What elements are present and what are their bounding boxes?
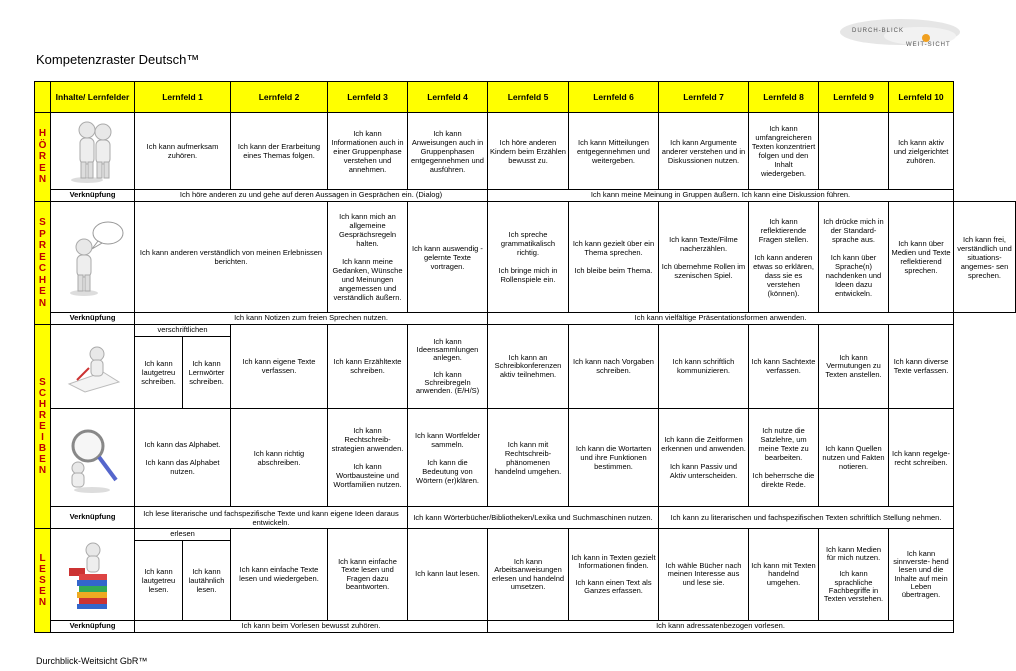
schreiben-sub-row bbox=[35, 325, 1016, 337]
lesen-lf1a: Ich kann lautgetreu lesen. bbox=[135, 541, 183, 621]
competence-grid bbox=[34, 81, 1016, 633]
lesen-sub-row bbox=[35, 529, 1016, 541]
lesen-lf7: Ich wähle Bücher nach meinen Interesse aus und lese sie. bbox=[659, 529, 749, 621]
reading-figure-icon bbox=[65, 540, 121, 610]
hoeren-lf4: Ich kann Anweisungen auch in Gruppenphasen entgegennehmen und ausführen. bbox=[408, 113, 488, 190]
hoeren-lf9 bbox=[819, 113, 889, 190]
footer-company: Durchblick-Weitsicht GbR™ bbox=[36, 656, 148, 666]
header-lernfeld-6: Lernfeld 6 bbox=[569, 82, 659, 113]
subject-lesen: L E S E N bbox=[35, 529, 51, 633]
sprechen-link-b: Ich kann vielfältige Präsentationsformen anwenden. bbox=[488, 313, 954, 325]
schreiben1-lf3: Ich kann Erzähltexte schreiben. bbox=[328, 325, 408, 409]
header-row bbox=[35, 82, 1016, 113]
schreiben-illustration-1 bbox=[51, 325, 135, 409]
hoeren-lf2: Ich kann der Erarbeitung eines Themas folgen. bbox=[231, 113, 328, 190]
hoeren-lf6: Ich kann Mitteilungen entgegennehmen und weitergeben. bbox=[569, 113, 659, 190]
hoeren-link-a: Ich höre anderen zu und gehe auf deren Aussagen in Gesprächen ein. (Dialog) bbox=[135, 190, 488, 202]
durchblick-logo: DURCH-BLICK WEIT-SICHT bbox=[828, 8, 960, 54]
lesen-lf5: Ich kann Arbeitsanweisungen erlesen und handelnd umsetzen. bbox=[488, 529, 569, 621]
sprechen-lf7: Ich kann reflektierende Fragen stellen. Ich kann anderen etwas so erklären, dass sie es verstehen (können). bbox=[749, 202, 819, 313]
schreiben1-lf1b: Ich kann Lernwörter schreiben. bbox=[183, 337, 231, 409]
schreiben1-lf2: Ich kann eigene Texte verfassen. bbox=[231, 325, 328, 409]
sprechen-lf1: Ich kann anderen verständlich von meinen Erlebnissen berichten. bbox=[135, 202, 328, 313]
sprechen-link-row bbox=[35, 313, 1016, 325]
header-lernfeld-1: Lernfeld 1 bbox=[135, 82, 231, 113]
schreiben2-lf2: Ich kann richtig abschreiben. bbox=[231, 409, 328, 507]
schreiben2-lf5: Ich kann mit Rechtschreib- phänomenen handelnd umgehen. bbox=[488, 409, 569, 507]
listening-figures-icon bbox=[65, 118, 121, 184]
header-lernfeld-3: Lernfeld 3 bbox=[328, 82, 408, 113]
sprechen-lf6: Ich kann Texte/Filme nacherzählen. Ich übernehme Rollen im szenischen Spiel. bbox=[659, 202, 749, 313]
sprechen-illustration bbox=[51, 202, 135, 313]
header-lernfeld-7: Lernfeld 7 bbox=[659, 82, 749, 113]
schreiben1-lf6: Ich kann nach Vorgaben schreiben. bbox=[569, 325, 659, 409]
hoeren-lf1: Ich kann aufmerksam zuhören. bbox=[135, 113, 231, 190]
hoeren-link-row bbox=[35, 190, 1016, 202]
sprechen-lf2: Ich kann mich an allgemeine Gesprächsregeln halten. Ich kann meine Gedanken, Wünsche und Meinungen angemessen und verständlich äußern. bbox=[328, 202, 408, 313]
header-lernfeld-5: Lernfeld 5 bbox=[488, 82, 569, 113]
sprechen-lf3: Ich kann auswendig - gelernte Texte vortragen. bbox=[408, 202, 488, 313]
lesen-lf10: Ich kann sinnverste- hend lesen und die Inhalte auf mein Leben übertragen. bbox=[889, 529, 954, 621]
subject-hoeren: H Ö R E N bbox=[35, 113, 51, 202]
subject-schreiben: S C H R E I B E N bbox=[35, 325, 51, 529]
hoeren-lf7: Ich kann Argumente anderer verstehen und in Diskussionen nutzen. bbox=[659, 113, 749, 190]
header-contents: Inhalte/ Lernfelder bbox=[51, 82, 135, 113]
hoeren-lf3: Ich kann Informationen auch in einer Gruppenphase verstehen und annehmen. bbox=[328, 113, 408, 190]
lesen-lf3: Ich kann einfache Texte lesen und Fragen dazu beantworten. bbox=[328, 529, 408, 621]
subject-sprechen: S P R E C H E N bbox=[35, 202, 51, 325]
speaking-figure-icon bbox=[62, 217, 124, 297]
header-lernfeld-2: Lernfeld 2 bbox=[231, 82, 328, 113]
hoeren-lf8: Ich kann umfangreicheren Texten konzentriert folgen und den Inhalt wiedergeben. bbox=[749, 113, 819, 190]
schreiben-row-2 bbox=[35, 409, 1016, 507]
schreiben2-lf6: Ich kann die Wortarten und ihre Funktionen bestimmen. bbox=[569, 409, 659, 507]
lesen-link-b: Ich kann adressatenbezogen vorlesen. bbox=[488, 621, 954, 633]
schreiben2-lf4: Ich kann Wortfelder sammeln. Ich kann die Bedeutung von Wörtern (er)klären. bbox=[408, 409, 488, 507]
schreiben1-lf4: Ich kann Ideensammlungen anlegen. Ich kann Schreibregeln anwenden. (E/H/S) bbox=[408, 325, 488, 409]
lesen-lf8: Ich kann mit Texten handelnd umgehen. bbox=[749, 529, 819, 621]
hoeren-row bbox=[35, 113, 1016, 190]
lesen-lf2: Ich kann einfache Texte lesen und wiedergeben. bbox=[231, 529, 328, 621]
schreiben1-lf7: Ich kann schriftlich kommunizieren. bbox=[659, 325, 749, 409]
schreiben-sub-label: verschriftlichen bbox=[135, 325, 231, 337]
lesen-illustration bbox=[51, 529, 135, 621]
lesen-link-a: Ich kann beim Vorlesen bewusst zuhören. bbox=[135, 621, 488, 633]
lesen-link-label: Verknüpfung bbox=[51, 621, 135, 633]
writing-figure-icon bbox=[63, 342, 123, 392]
schreiben1-lf1a: Ich kann lautgetreu schreiben. bbox=[135, 337, 183, 409]
schreiben-link-row bbox=[35, 507, 1016, 529]
schreiben2-lf10: Ich kann regelge- recht schreiben. bbox=[889, 409, 954, 507]
header-corner bbox=[35, 82, 51, 113]
lesen-link-row bbox=[35, 621, 1016, 633]
magnifier-figure-icon bbox=[62, 422, 124, 494]
sprechen-lf9: Ich kann über Medien und Texte reflektierend sprechen. bbox=[889, 202, 954, 313]
lesen-lf9: Ich kann Medien für mich nutzen. Ich kann sprachliche Fachbegriffe in Texten verstehen. bbox=[819, 529, 889, 621]
schreiben1-lf5: Ich kann an Schreibkonferenzen aktiv teilnehmen. bbox=[488, 325, 569, 409]
lesen-lf4: Ich kann laut lesen. bbox=[408, 529, 488, 621]
header-lernfeld-10: Lernfeld 10 bbox=[889, 82, 954, 113]
schreiben2-lf9: Ich kann Quellen nutzen und Fakten notieren. bbox=[819, 409, 889, 507]
sprechen-link-a: Ich kann Notizen zum freien Sprechen nutzen. bbox=[135, 313, 488, 325]
hoeren-lf5: Ich höre anderen Kindern beim Erzählen bewusst zu. bbox=[488, 113, 569, 190]
schreiben2-lf7: Ich kann die Zeitformen erkennen und anwenden. Ich kann Passiv und Aktiv unterscheiden. bbox=[659, 409, 749, 507]
schreiben2-lf3: Ich kann Rechtschreib- strategien anwenden. Ich kann Wortbausteine und Wortfamilien nutzen. bbox=[328, 409, 408, 507]
schreiben1-lf9: Ich kann Vermutungen zu Texten anstellen. bbox=[819, 325, 889, 409]
page-title: Kompetenzraster Deutsch™ bbox=[36, 52, 200, 67]
lesen-lf6: Ich kann in Texten gezielt Informationen finden. Ich kann einen Text als Ganzes erfassen. bbox=[569, 529, 659, 621]
lesen-lf1b: Ich kann lautähnlich lesen. bbox=[183, 541, 231, 621]
sprechen-lf8: Ich drücke mich in der Standard- sprache aus. Ich kann über Sprache(n) nachdenken und Ideen dazu entwickeln. bbox=[819, 202, 889, 313]
hoeren-lf10: Ich kann aktiv und zielgerichtet zuhören. bbox=[889, 113, 954, 190]
sprechen-link-label: Verknüpfung bbox=[51, 313, 135, 325]
schreiben2-lf8: Ich nutze die Satzlehre, um meine Texte zu bearbeiten. Ich beherrsche die direkte Rede. bbox=[749, 409, 819, 507]
schreiben1-lf8: Ich kann Sachtexte verfassen. bbox=[749, 325, 819, 409]
sprechen-lf10: Ich kann frei, verständlich und situations- angemes- sen sprechen. bbox=[954, 202, 1016, 313]
sprechen-row bbox=[35, 202, 1016, 313]
sprechen-lf4: Ich spreche grammatikalisch richtig. Ich bringe mich in Rollenspiele ein. bbox=[488, 202, 569, 313]
schreiben2-lf1: Ich kann das Alphabet. Ich kann das Alphabet nutzen. bbox=[135, 409, 231, 507]
schreiben-illustration-2 bbox=[51, 409, 135, 507]
schreiben-link-label: Verknüpfung bbox=[51, 507, 135, 529]
hoeren-link-label: Verknüpfung bbox=[51, 190, 135, 202]
schreiben1-lf10: Ich kann diverse Texte verfassen. bbox=[889, 325, 954, 409]
sprechen-lf5: Ich kann gezielt über ein Thema sprechen. Ich bleibe beim Thema. bbox=[569, 202, 659, 313]
hoeren-link-b: Ich kann meine Meinung in Gruppen äußern. Ich kann eine Diskussion führen. bbox=[488, 190, 954, 202]
lesen-sub-label: erlesen bbox=[135, 529, 231, 541]
schreiben-link-b: Ich kann Wörterbücher/Bibliotheken/Lexika und Suchmaschinen nutzen. bbox=[408, 507, 659, 529]
schreiben-link-a: Ich lese literarische und fachspezifische Texte und kann eigene Ideen daraus entwickeln. bbox=[135, 507, 408, 529]
header-lernfeld-8: Lernfeld 8 bbox=[749, 82, 819, 113]
header-lernfeld-4: Lernfeld 4 bbox=[408, 82, 488, 113]
schreiben-link-c: Ich kann zu literarischen und fachspezifischen Texten schriftlich Stellung nehmen. bbox=[659, 507, 954, 529]
hoeren-illustration bbox=[51, 113, 135, 190]
header-lernfeld-9: Lernfeld 9 bbox=[819, 82, 889, 113]
